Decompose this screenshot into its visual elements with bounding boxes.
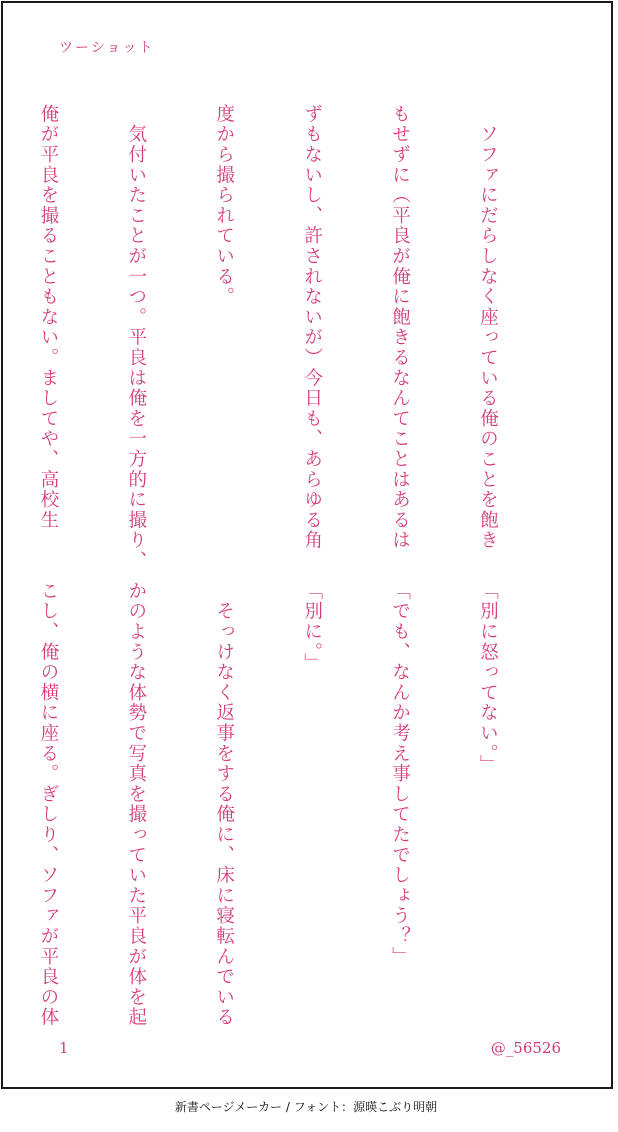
text-line: 気付いたことが一つ。平良は俺を一方的に撮り、 — [125, 104, 147, 571]
text-line: 俺が平良を撮ることもない。ましてや、高校生 — [37, 104, 59, 531]
text-line: もせずに（平良が俺に飽きるなんてことはあるは — [389, 104, 411, 551]
text-line: ソファにだらしなく座っている俺のことを飽き — [477, 104, 499, 551]
upper-text-block — [0, 104, 561, 571]
credit-line: 新書ページメーカー / フォント：源暎こぶり明朝 — [174, 1100, 438, 1114]
text-line: こし、俺の横に座る。ぎしり、ソファが平良の体 — [37, 581, 59, 1028]
author-handle: @_56526 — [490, 1039, 561, 1057]
text-line: 「別に怒ってない。」 — [477, 581, 499, 775]
text-line: そっけなく返事をする俺に、床に寝転んでいる — [213, 581, 235, 1028]
text-line: かのような体勢で写真を撮っていた平良が体を起 — [125, 581, 147, 1028]
text-line: 「でも、なんか考え事してたでしょう？」 — [389, 581, 411, 967]
text-line: ずもないし、許されないが）今日も、あらゆる角 — [301, 104, 323, 551]
lower-text-block — [0, 581, 561, 1028]
page-frame — [1, 1, 613, 1089]
text-line: 「別に。」 — [301, 581, 323, 674]
page-number: 1 — [59, 1039, 69, 1057]
story-title: ツーショット — [59, 40, 155, 56]
text-line: 度から撮られている。 — [213, 104, 235, 307]
